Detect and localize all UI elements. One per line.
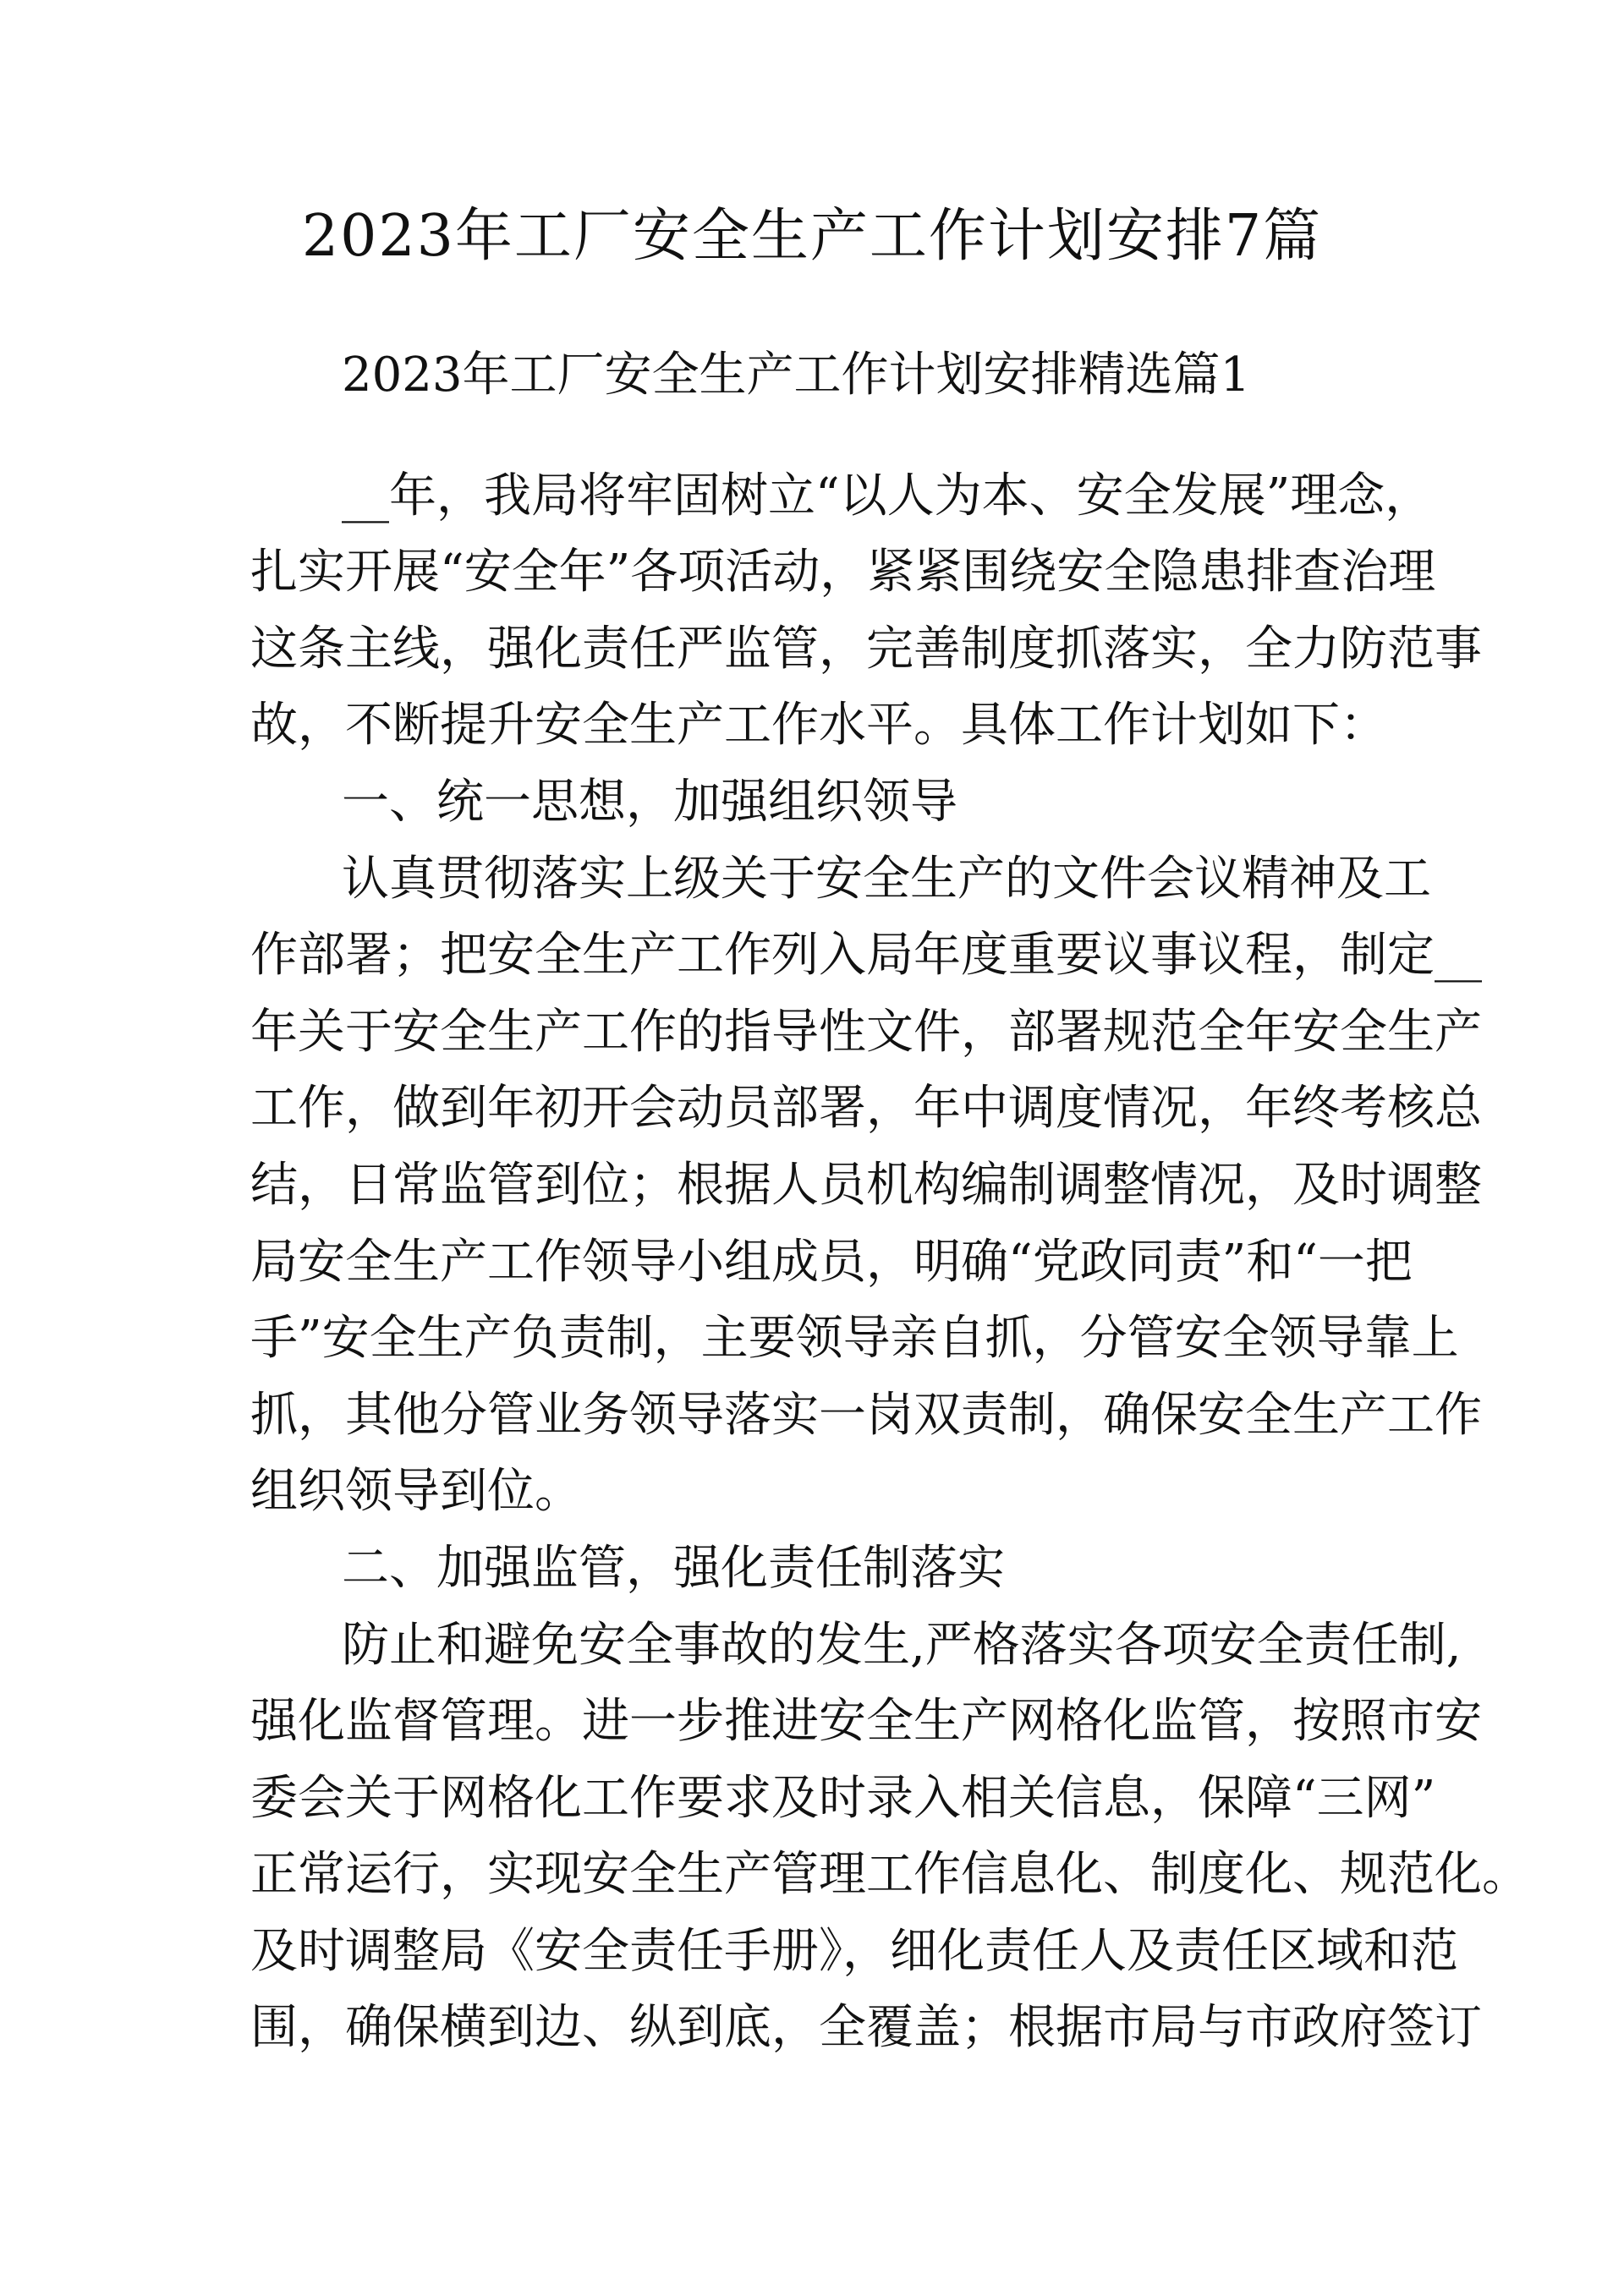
- text-line: 工作，做到年初开会动员部署，年中调度情况，年终考核总: [250, 1081, 1482, 1137]
- text-line: 正常运行，实现安全生产管理工作信息化、制度化、规范化。: [250, 1847, 1529, 1903]
- text-line: 扎实开展“安全年”各项活动，紧紧围绕安全隐患排查治理: [250, 545, 1436, 600]
- text-line: 抓，其他分管业务领导落实一岗双责制，确保安全生产工作: [250, 1387, 1482, 1443]
- document-title: 2023年工厂安全生产工作计划安排7篇: [301, 203, 1323, 270]
- text-line: 防止和避免安全事故的发生,严格落实各项安全责任制,: [342, 1617, 1462, 1673]
- text-line: 及时调整局《安全责任手册》，细化责任人及责任区域和范: [250, 1923, 1458, 1979]
- text-line: 委会关于网格化工作要求及时录入相关信息，保障“三网”: [250, 1770, 1436, 1826]
- text-line: 这条主线，强化责任严监管，完善制度抓落实，全力防范事: [250, 621, 1482, 677]
- text-line: 局安全生产工作领导小组成员，明确“党政同责”和“一把: [250, 1234, 1413, 1290]
- section-subtitle: 2023年工厂安全生产工作计划安排精选篇1: [342, 348, 1251, 403]
- text-line: 组织领导到位。: [250, 1464, 582, 1520]
- text-line: 围，确保横到边、纵到底，全覆盖；根据市局与市政府签订: [250, 2000, 1482, 2056]
- text-line: 年关于安全生产工作的指导性文件，部署规范全年安全生产: [250, 1004, 1482, 1060]
- paragraph-1: [250, 458, 1482, 764]
- text-line: 认真贯彻落实上级关于安全生产的文件会议精神及工: [342, 851, 1431, 907]
- section-heading-1: 一、统一思想，加强组织领导: [342, 774, 957, 830]
- text-line: __年，我局将牢固树立“以人为本、安全发展”理念，: [342, 468, 1433, 523]
- section-heading-2: 二、加强监管，强化责任制落实: [342, 1540, 1005, 1596]
- paragraph-2: [250, 841, 1482, 1531]
- text-line: 故，不断提升安全生产工作水平。具体工作计划如下：: [250, 698, 1387, 753]
- text-line: 强化监督管理。进一步推进安全生产网格化监管，按照市安: [250, 1694, 1482, 1750]
- paragraph-3: [250, 1608, 1529, 2068]
- text-line: 结，日常监管到位；根据人员机构编制调整情况，及时调整: [250, 1157, 1482, 1213]
- text-line: 手”安全生产负责制，主要领导亲自抓，分管安全领导靠上: [250, 1311, 1459, 1367]
- text-line: 作部署；把安全生产工作列入局年度重要议事议程，制定__: [250, 928, 1482, 984]
- document-body: [250, 337, 1529, 2067]
